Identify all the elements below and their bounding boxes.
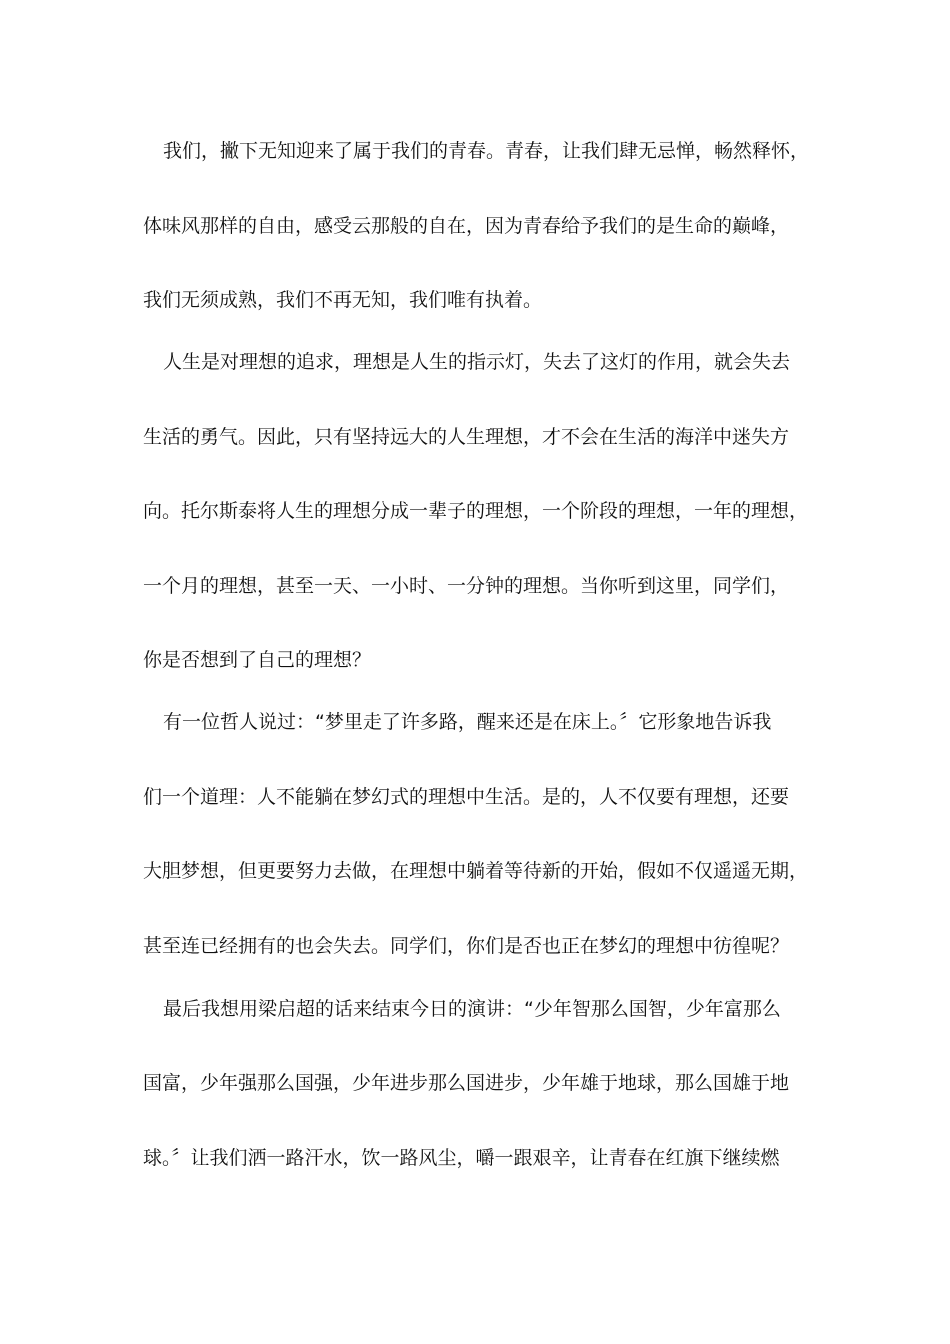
text-line: 有一位哲人说过：“梦里走了许多路，醒来还是在床上。〞它形象地告诉我: [163, 711, 772, 733]
text-line: 生活的勇气。因此，只有坚持远大的人生理想，才不会在生活的海洋中迷失方: [143, 426, 790, 448]
text-line: 一个月的理想，甚至一天、一小时、一分钟的理想。当你听到这里，同学们，: [143, 575, 790, 597]
text-line: 向。托尔斯泰将人生的理想分成一辈子的理想，一个阶段的理想，一年的理想，: [143, 500, 809, 522]
text-line: 人生是对理想的追求，理想是人生的指示灯，失去了这灯的作用，就会失去: [163, 351, 791, 373]
text-line: 体味风那样的自由，感受云那般的自在，因为青春给予我们的是生命的巅峰，: [143, 215, 790, 237]
text-line: 大胆梦想，但更要努力去做，在理想中躺着等待新的开始，假如不仅遥遥无期，: [143, 860, 809, 882]
text-line: 我们无须成熟，我们不再无知，我们唯有执着。: [143, 289, 543, 311]
text-line: 甚至连已经拥有的也会失去。同学们，你们是否也正在梦幻的理想中彷徨呢？: [143, 935, 790, 957]
text-line: 们一个道理：人不能躺在梦幻式的理想中生活。是的，人不仅要有理想，还要: [143, 786, 790, 808]
text-line: 球。〞让我们洒一路汗水，饮一路风尘，嚼一跟艰辛，让青春在红旗下继续燃: [143, 1147, 780, 1169]
text-line: 我们，撇下无知迎来了属于我们的青春。青春，让我们肆无忌惮，畅然释怀，: [163, 140, 810, 162]
text-line: 你是否想到了自己的理想？: [143, 649, 372, 671]
text-line: 国富，少年强那么国强，少年进步那么国进步，少年雄于地球，那么国雄于地: [143, 1072, 790, 1094]
text-line: 最后我想用梁启超的话来结束今日的演讲：“少年智那么国智，少年富那么: [163, 998, 781, 1020]
